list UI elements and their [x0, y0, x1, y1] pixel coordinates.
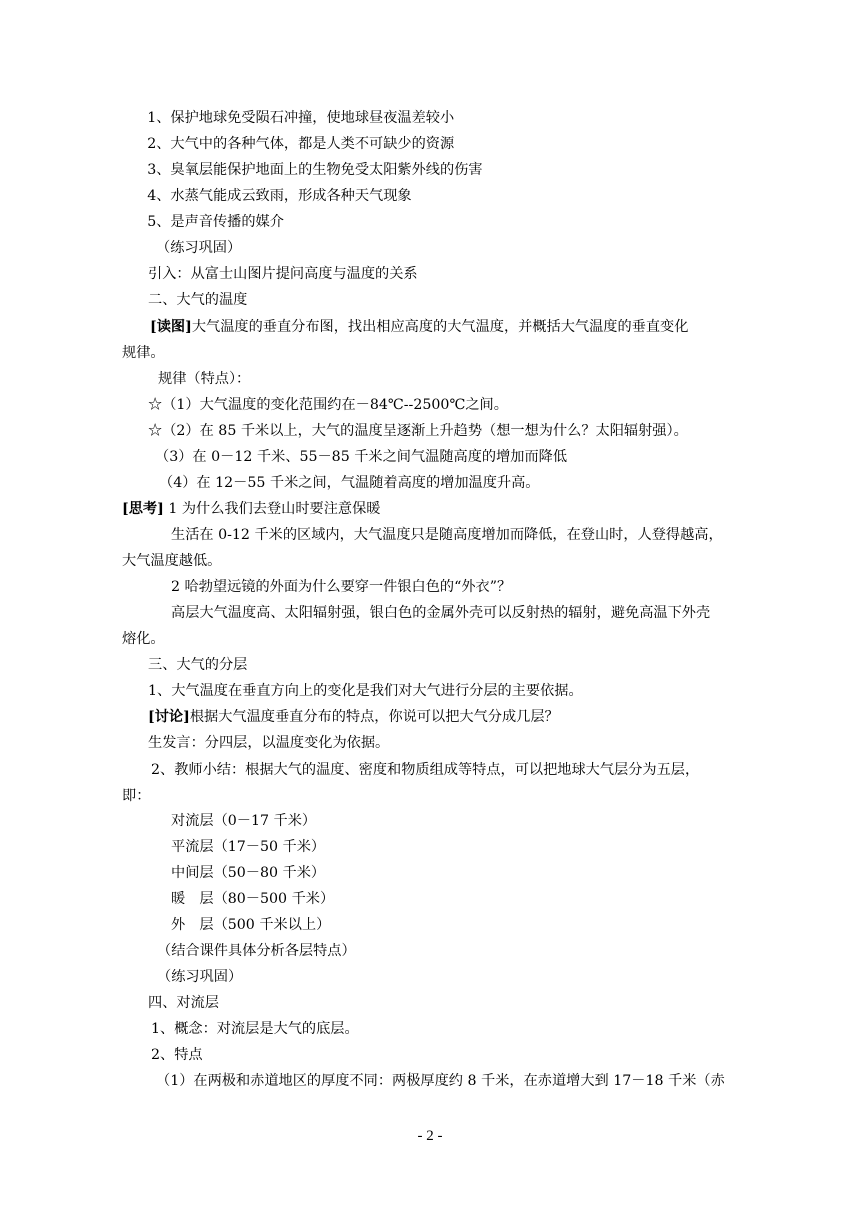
- layer-item: 暖 层（80－500 千米）: [171, 891, 335, 907]
- layer-item: 对流层（0－17 千米）: [171, 813, 317, 829]
- text-line: 引入：从富士山图片提问高度与温度的关系: [148, 266, 418, 282]
- text-line: （4）在 12－55 千米之间，气温随着高度的增加温度升高。: [159, 475, 540, 491]
- section-heading: 二、大气的温度: [148, 292, 248, 308]
- layer-item: 中间层（50－80 千米）: [171, 865, 326, 881]
- text-line: 规律（特点）：: [158, 371, 251, 387]
- text-line: 生活在 0-12 千米的区域内，大气温度只是随高度增加而降低，在登山时，人登得越高，: [171, 527, 723, 543]
- text-line: [148, 704, 768, 730]
- text-line: 5、是声音传播的媒介: [133, 214, 284, 230]
- text-line: 即：: [122, 788, 151, 804]
- text-line: （结合课件具体分析各层特点）: [157, 943, 356, 959]
- text-line: ☆（1）大气温度的变化范围约在－84℃--2500℃之间。: [148, 397, 508, 413]
- page-number: - 2 -: [417, 1128, 443, 1144]
- text-line: （3）在 0－12 千米、55－85 千米之间气温随高度的增加而降低: [155, 449, 568, 465]
- text-line: 熔化。: [122, 631, 165, 647]
- think-tag: [思考]: [122, 501, 164, 517]
- text-line: 高层大气温度高、太阳辐射强，银白色的金属外壳可以反射热的辐射，避免高温下外壳: [171, 605, 711, 621]
- text-line: 1、概念：对流层是大气的底层。: [151, 1021, 359, 1037]
- text-line: 1、大气温度在垂直方向上的变化是我们对大气进行分层的主要依据。: [148, 683, 583, 699]
- discuss-tag: [讨论]: [148, 709, 190, 725]
- text-line: 大气温度越低。: [122, 553, 222, 569]
- text-span: 根据大气温度垂直分布的特点，你说可以把大气分成几层？: [189, 709, 559, 725]
- text-line: 生发言：分四层，以温度变化为依据。: [148, 735, 390, 751]
- text-line: 4、水蒸气能成云致雨，形成各种天气现象: [133, 188, 412, 204]
- text-line: 3、臭氧层能保护地面上的生物免受太阳紫外线的伤害: [133, 162, 483, 178]
- text-line: [150, 314, 770, 340]
- layer-item: 外 层（500 千米以上）: [171, 917, 331, 933]
- section-heading: 四、对流层: [148, 995, 219, 1011]
- text-span: 大气温度的垂直分布图，找出相应高度的大气温度，并概括大气温度的垂直变化: [191, 319, 689, 335]
- text-line: 2、教师小结：根据大气的温度、密度和物质组成等特点，可以把地球大气层分为五层，: [151, 762, 700, 778]
- text-line: ☆（2）在 85 千米以上，大气的温度呈逐渐上升趋势（想一想为什么？太阳辐射强）。: [148, 423, 688, 439]
- text-line: 2、大气中的各种气体，都是人类不可缺少的资源: [133, 136, 455, 152]
- text-span: 1 为什么我们去登山时要注意保暖: [163, 501, 381, 517]
- read-figure-tag: [读图]: [150, 319, 192, 335]
- text-line: [122, 496, 742, 522]
- text-line: 1、保护地球免受陨石冲撞，使地球昼夜温差较小: [133, 110, 455, 126]
- text-line: （练习巩固）: [156, 240, 242, 256]
- layer-item: 平流层（17－50 千米）: [171, 839, 326, 855]
- text-line: （1）在两极和赤道地区的厚度不同：两极厚度约 8 千米，在赤道增大到 17－18 千米（赤: [156, 1073, 725, 1089]
- text-line: 规律。: [122, 345, 165, 361]
- section-heading: 三、大气的分层: [148, 657, 248, 673]
- text-line: 2 哈勃望远镜的外面为什么要穿一件银白色的“外衣”？: [171, 579, 512, 595]
- text-line: （练习巩固）: [157, 969, 243, 985]
- text-line: 2、特点: [151, 1047, 203, 1063]
